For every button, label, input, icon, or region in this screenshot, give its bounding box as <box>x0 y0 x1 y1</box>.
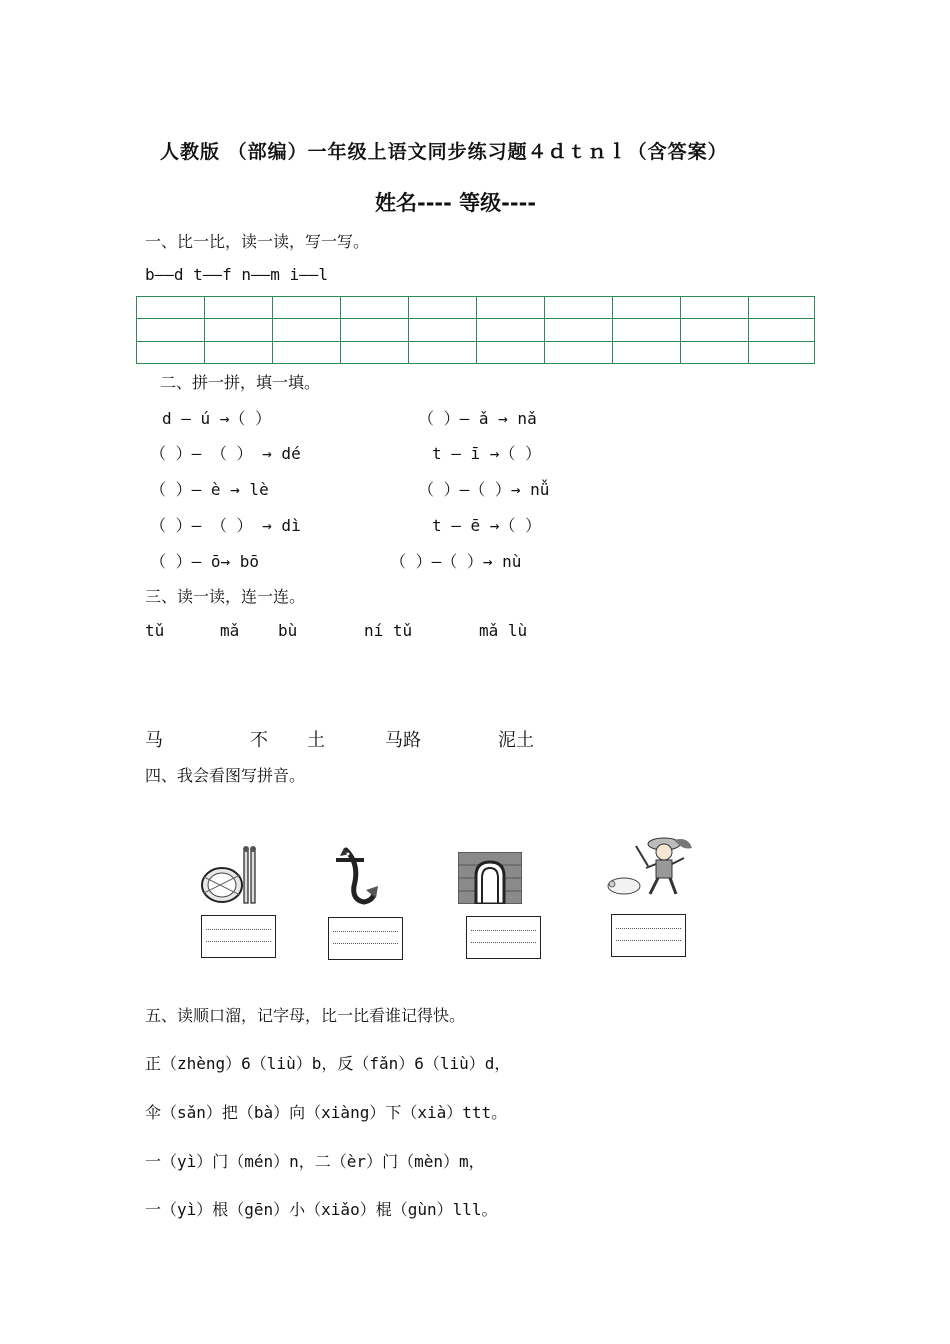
spell-row-1-left[interactable]: d — ú →（ ） <box>162 409 272 428</box>
pinyin-word[interactable]: ní tǔ <box>364 621 413 640</box>
spell-row-4-left[interactable]: （ ）— （ ） → dì <box>150 516 301 535</box>
pinyin-word[interactable]: tǔ <box>145 621 165 640</box>
hanzi-word[interactable]: 马 <box>145 730 163 751</box>
pinyin-word[interactable]: bù <box>278 621 298 640</box>
spell-row-4-right[interactable]: t — ē →（ ） <box>432 516 542 535</box>
hanzi-word[interactable]: 泥土 <box>498 730 534 751</box>
pinyin-answer-box[interactable] <box>328 917 403 960</box>
gate-picture-icon <box>458 852 522 904</box>
spell-row-5-right[interactable]: （ ）—（ ）→ nù <box>390 552 522 571</box>
spell-row-2-left[interactable]: （ ）— （ ） → dé <box>150 444 301 463</box>
pinyin-word[interactable]: mǎ <box>220 621 240 640</box>
page-title: 人教版 （部编）一年级上语文同步练习题４ｄｔｎｌ（含答案） <box>160 141 728 163</box>
letter-pairs: b——d t——f n——m i——l <box>145 265 329 284</box>
spell-row-5-left[interactable]: （ ）— ō→ bō <box>150 552 260 571</box>
rhyme-line: 一（yì）根（gēn）小（xiǎo）棍（gùn）lll。 <box>145 1200 498 1219</box>
rhyme-line: 一（yì）门（mén）n，二（èr）门（mèn）m， <box>145 1152 485 1171</box>
pinyin-word[interactable]: mǎ lù <box>479 621 528 640</box>
spell-row-3-left[interactable]: （ ）— è → lè <box>150 480 269 499</box>
pinyin-answer-box[interactable] <box>466 916 541 959</box>
writing-grid[interactable] <box>136 296 815 364</box>
spell-row-2-right[interactable]: t — ī →（ ） <box>432 444 542 463</box>
pinyin-answer-box[interactable] <box>611 914 686 957</box>
section2-heading: 二、拼一拼，填一填。 <box>160 373 321 392</box>
hanzi-word[interactable]: 不 <box>250 730 268 751</box>
hanzi-word[interactable]: 土 <box>307 730 325 751</box>
rhyme-line: 伞（sǎn）把（bà）向（xiàng）下（xià）ttt。 <box>145 1103 508 1122</box>
drum-picture-icon <box>198 845 262 905</box>
section5-heading: 五、读顺口溜，记字母，比一比看谁记得快。 <box>145 1006 466 1025</box>
rhyme-line: 正（zhèng）6（liù）b，反（fǎn）6（liù）d， <box>145 1054 511 1073</box>
spell-row-1-right[interactable]: （ ）— ǎ → nǎ <box>418 409 537 428</box>
fish-picture-icon <box>330 846 380 912</box>
spell-row-3-right[interactable]: （ ）—（ ）→ nǚ <box>418 480 550 499</box>
section3-heading: 三、读一读，连一连。 <box>145 587 306 606</box>
hanzi-word[interactable]: 马路 <box>385 730 421 751</box>
section1-heading: 一、比一比，读一读，写一写。 <box>145 232 370 251</box>
name-grade-line: 姓名---- 等级---- <box>375 191 537 215</box>
child-and-pig-picture-icon <box>604 832 694 902</box>
pinyin-answer-box[interactable] <box>201 915 276 958</box>
section4-heading: 四、我会看图写拼音。 <box>145 766 306 785</box>
